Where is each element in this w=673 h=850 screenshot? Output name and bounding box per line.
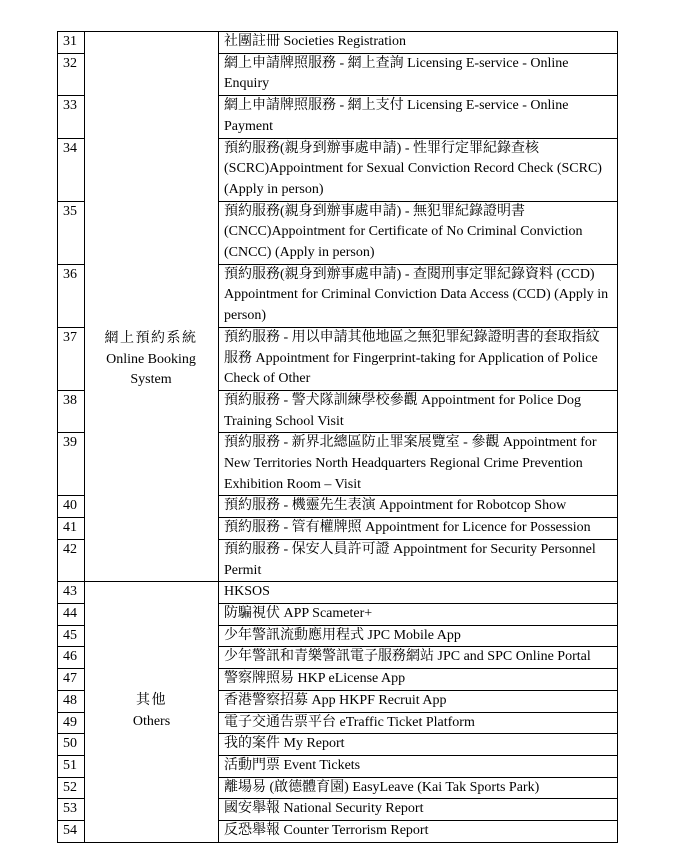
row-number: 41 xyxy=(58,518,85,540)
row-number: 45 xyxy=(58,625,85,647)
service-name: 預約服務 - 機靈先生表演 Appointment for Robotcop Show xyxy=(219,496,618,518)
row-number: 53 xyxy=(58,799,85,821)
services-table xyxy=(57,31,618,843)
service-name: 網上申請牌照服務 - 網上支付 Licensing E-service - Online Payment xyxy=(219,96,618,138)
service-name: 預約服務 - 警犬隊訓練學校參觀 Appointment for Police Dog Training School Visit xyxy=(219,390,618,432)
row-number: 33 xyxy=(58,96,85,138)
table-row xyxy=(58,582,618,604)
service-name: 預約服務 - 用以申請其他地區之無犯罪紀錄證明書的套取指紋服務 Appointment for Fingerprint-taking for Application of Police Check of Other xyxy=(219,327,618,390)
row-number: 44 xyxy=(58,603,85,625)
service-name: 預約服務(親身到辦事處申請) - 查閱刑事定罪紀錄資料 (CCD) Appointment for Criminal Conviction Data Access (CCD) (Apply in person) xyxy=(219,264,618,327)
category-label-online-booking xyxy=(84,329,218,391)
row-number: 34 xyxy=(58,138,85,201)
row-number: 36 xyxy=(58,264,85,327)
row-number: 52 xyxy=(58,777,85,799)
service-name: 少年警訊和青樂警訊電子服務網站 JPC and SPC Online Portal xyxy=(219,647,618,669)
service-name: 社團註冊 Societies Registration xyxy=(219,32,618,54)
service-name: 離場易 (啟德體育園) EasyLeave (Kai Tak Sports Park) xyxy=(219,777,618,799)
service-name: 反恐舉報 Counter Terrorism Report xyxy=(219,821,618,843)
row-number: 51 xyxy=(58,755,85,777)
row-number: 42 xyxy=(58,539,85,581)
category-label-zh: 其他 xyxy=(136,693,167,709)
service-name: 少年警訊流動應用程式 JPC Mobile App xyxy=(219,625,618,647)
row-number: 50 xyxy=(58,734,85,756)
row-number: 39 xyxy=(58,433,85,496)
row-number: 43 xyxy=(58,582,85,604)
service-name: 網上申請牌照服務 - 網上查詢 Licensing E-service - Online Enquiry xyxy=(219,53,618,95)
service-name: 防騙視伏 APP Scameter+ xyxy=(219,603,618,625)
row-number: 38 xyxy=(58,390,85,432)
category-label-zh: 網上預約系統 xyxy=(104,331,198,346)
row-number: 31 xyxy=(58,32,85,54)
service-name: 預約服務 - 管有權牌照 Appointment for Licence for Possession xyxy=(219,518,618,540)
service-name: 預約服務(親身到辦事處申請) - 無犯罪紀錄證明書 (CNCC)Appointment for Certificate of No Criminal Conviction (CNCC) (Apply in person) xyxy=(219,201,618,264)
category-cell-continued xyxy=(85,32,219,582)
row-number: 54 xyxy=(58,821,85,843)
service-name: 預約服務(親身到辦事處申請) - 性罪行定罪紀錄查核 (SCRC)Appointment for Sexual Conviction Record Check (SCRC) (Apply in person) xyxy=(219,138,618,201)
category-label-en: Others xyxy=(132,714,171,729)
category-cell-others xyxy=(85,582,219,842)
row-number: 47 xyxy=(58,669,85,691)
row-number: 46 xyxy=(58,647,85,669)
service-name: 活動門票 Event Tickets xyxy=(219,755,618,777)
row-number: 49 xyxy=(58,712,85,734)
service-name: 警察牌照易 HKP eLicense App xyxy=(219,669,618,691)
row-number: 40 xyxy=(58,496,85,518)
row-number: 32 xyxy=(58,53,85,95)
category-label-en: Online Booking System xyxy=(106,351,196,388)
table-row xyxy=(58,32,618,54)
service-name: 預約服務 - 保安人員許可證 Appointment for Security Personnel Permit xyxy=(219,539,618,581)
service-name: 預約服務 - 新界北總區防止罪案展覽室 - 參觀 Appointment for New Territories North Headquarters Regional Crime Prevention Exhibition Room – Visit xyxy=(219,433,618,496)
row-number: 37 xyxy=(58,327,85,390)
service-name: 電子交通告票平台 eTraffic Ticket Platform xyxy=(219,712,618,734)
service-name: 我的案件 My Report xyxy=(219,734,618,756)
service-name: 國安舉報 National Security Report xyxy=(219,799,618,821)
service-name: 香港警察招募 App HKPF Recruit App xyxy=(219,690,618,712)
row-number: 35 xyxy=(58,201,85,264)
row-number: 48 xyxy=(58,690,85,712)
service-name: HKSOS xyxy=(219,582,618,604)
